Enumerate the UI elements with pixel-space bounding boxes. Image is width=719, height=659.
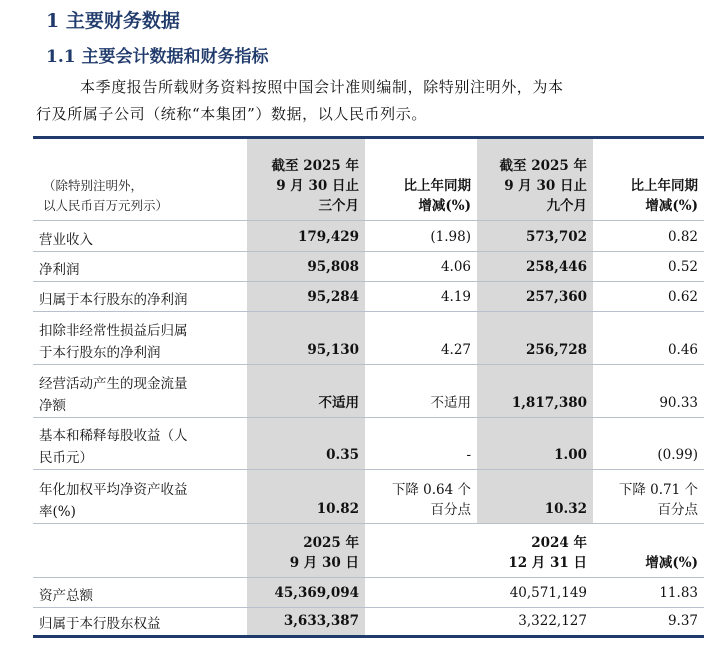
- change-value: 9.37: [593, 608, 704, 637]
- ytd-value: 1,817,380: [477, 365, 593, 418]
- row-label: 基本和稀释每股收益（人 民币元）: [33, 418, 247, 470]
- table-row: [33, 282, 704, 312]
- balance-header-spacer: [365, 524, 477, 578]
- subsection-title: 1.1 主要会计数据和财务指标: [46, 47, 269, 67]
- intro-line-2: 行及所属子公司（统称“本集团”）数据，以人民币列示。: [36, 105, 427, 123]
- header-prior-period: 2024 年 12 月 31 日: [477, 524, 593, 578]
- ytd-value: 1.00: [477, 418, 593, 470]
- q3-value: 95,284: [247, 282, 365, 312]
- balance-header-blank: [33, 524, 247, 578]
- q3-change-value: 4.19: [365, 282, 477, 312]
- current-value: 45,369,094: [247, 578, 365, 608]
- row-label: 资产总额: [33, 578, 247, 608]
- ytd-value: 256,728: [477, 312, 593, 365]
- row-label: 净利润: [33, 252, 247, 282]
- prior-value: 3,322,127: [477, 608, 593, 637]
- q3-change-value: 下降 0.64 个 百分点: [365, 470, 477, 524]
- q3-value: 95,130: [247, 312, 365, 365]
- financial-data-table: [33, 136, 704, 638]
- intro-paragraph: [36, 74, 696, 128]
- prior-value: 40,571,149: [477, 578, 593, 608]
- table-row: [33, 252, 704, 282]
- row-label: 归属于本行股东权益: [33, 608, 247, 637]
- table-row: [33, 418, 704, 470]
- ytd-change-value: 下降 0.71 个 百分点: [593, 470, 704, 524]
- q3-value: 10.82: [247, 470, 365, 524]
- change-value: 11.83: [593, 578, 704, 608]
- ytd-change-value: 0.82: [593, 221, 704, 252]
- row-label: 扣除非经常性损益后归属 于本行股东的净利润: [33, 312, 247, 365]
- table-row: [33, 608, 704, 637]
- table-row: [33, 578, 704, 608]
- header-q3: 截至 2025 年 9 月 30 日止 三个月: [247, 138, 365, 221]
- balance-spacer: [365, 578, 477, 608]
- header-current-period: 2025 年 9 月 30 日: [247, 524, 365, 578]
- header-ytd-change: 比上年同期 增减(%): [593, 138, 704, 221]
- table-row: [33, 365, 704, 418]
- q3-change-value: -: [365, 418, 477, 470]
- q3-change-value: 4.27: [365, 312, 477, 365]
- header-ytd: 截至 2025 年 9 月 30 日止 九个月: [477, 138, 593, 221]
- ytd-change-value: (0.99): [593, 418, 704, 470]
- header-unit-note: （除特别注明外， 以人民币百万元列示）: [33, 138, 247, 221]
- balance-header-row: [33, 524, 704, 578]
- row-label: 年化加权平均净资产收益 率(%): [33, 470, 247, 524]
- current-value: 3,633,387: [247, 608, 365, 637]
- row-label: 归属于本行股东的净利润: [33, 282, 247, 312]
- row-label: 经营活动产生的现金流量 净额: [33, 365, 247, 418]
- q3-value: 95,808: [247, 252, 365, 282]
- section-title: 1 主要财务数据: [46, 10, 180, 32]
- ytd-change-value: 0.46: [593, 312, 704, 365]
- q3-value: 179,429: [247, 221, 365, 252]
- table-row: [33, 312, 704, 365]
- ytd-change-value: 0.52: [593, 252, 704, 282]
- intro-line-1: 本季度报告所载财务资料按照中国会计准则编制，除特别注明外，为本: [80, 78, 564, 96]
- row-label: 营业收入: [33, 221, 247, 252]
- table-row: [33, 470, 704, 524]
- ytd-value: 257,360: [477, 282, 593, 312]
- table-row: [33, 221, 704, 252]
- q3-value: 0.35: [247, 418, 365, 470]
- q3-value: 不适用: [247, 365, 365, 418]
- header-balance-change: 增减(%): [593, 524, 704, 578]
- q3-change-value: 不适用: [365, 365, 477, 418]
- table-header-row: [33, 138, 704, 221]
- q3-change-value: (1.98): [365, 221, 477, 252]
- q3-change-value: 4.06: [365, 252, 477, 282]
- balance-spacer: [365, 608, 477, 637]
- ytd-value: 10.32: [477, 470, 593, 524]
- ytd-value: 258,446: [477, 252, 593, 282]
- header-q3-change: 比上年同期 增减(%): [365, 138, 477, 221]
- ytd-value: 573,702: [477, 221, 593, 252]
- ytd-change-value: 0.62: [593, 282, 704, 312]
- ytd-change-value: 90.33: [593, 365, 704, 418]
